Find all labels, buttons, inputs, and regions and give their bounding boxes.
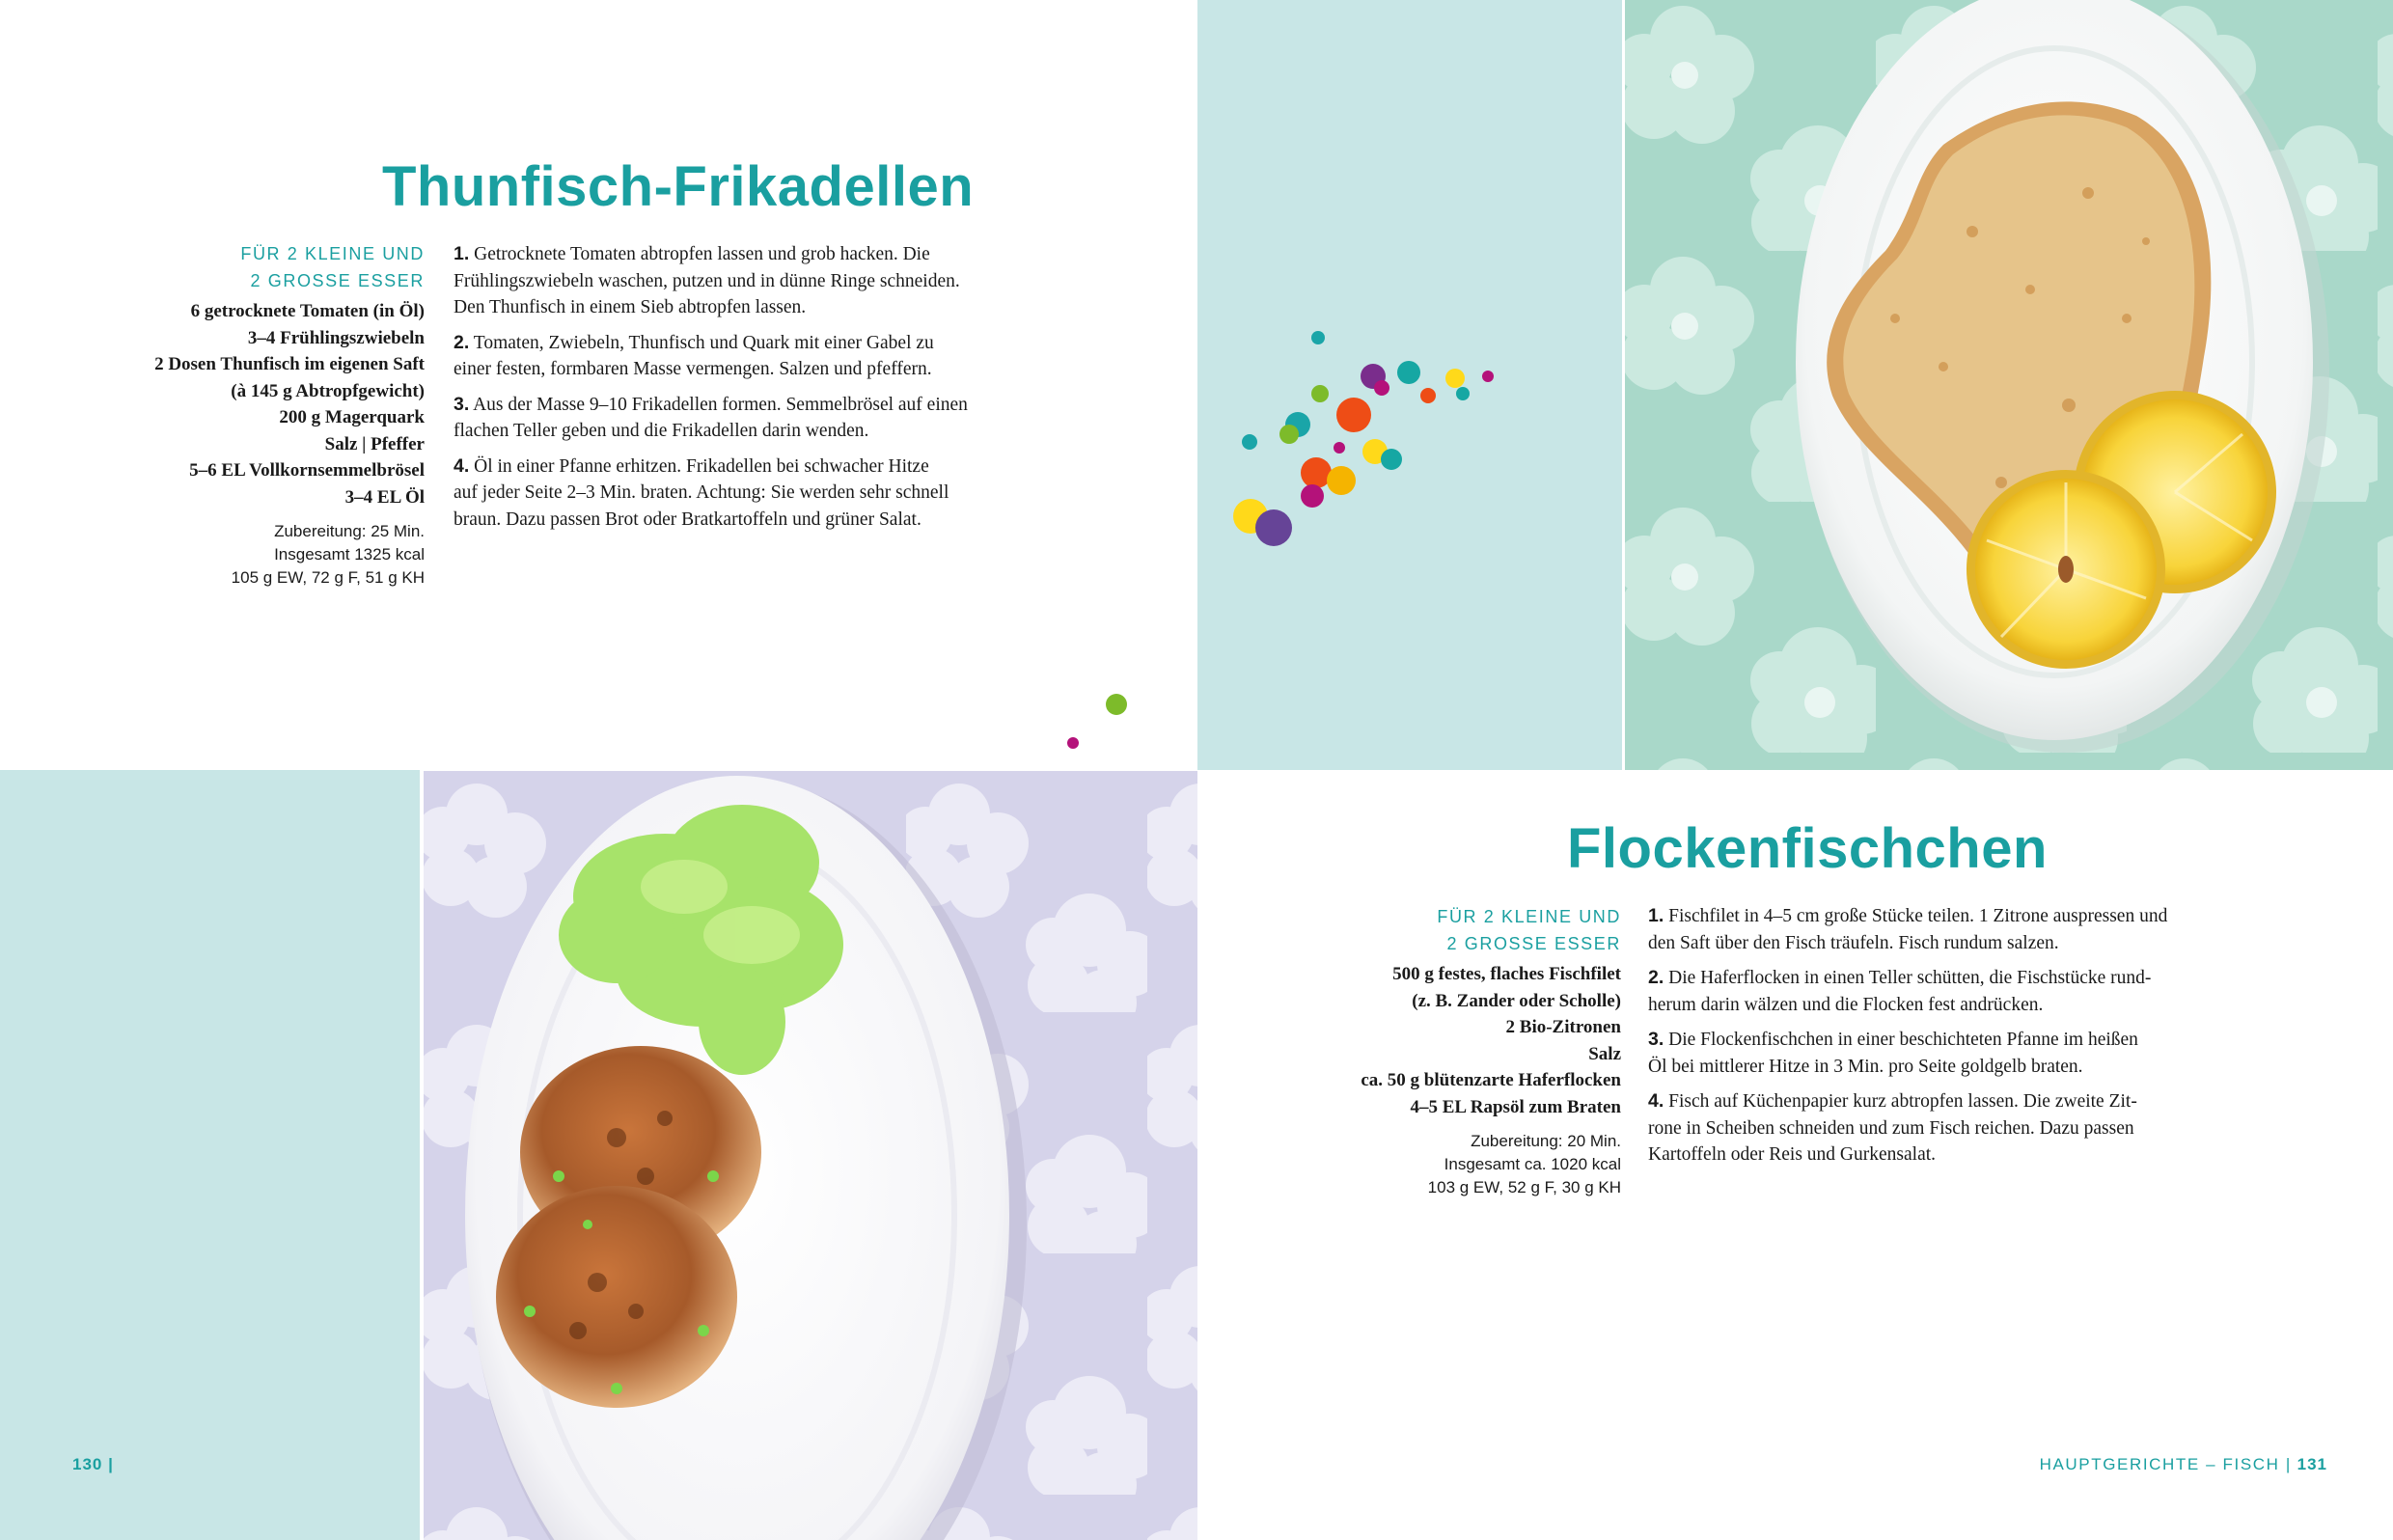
page-number-right: 131 [2297,1455,2327,1473]
ingredient: 3–4 EL Öl [344,486,425,508]
dot [1301,457,1332,488]
ingredient: (z. B. Zander oder Scholle) [1412,990,1621,1011]
nutrition-info: Zubereitung: 20 Min. Insgesamt ca. 1020 kcal 103 g EW, 52 g F, 30 g KH [1427,1132,1621,1196]
step: 3. Die Flockenfischchen in einer beschichteten Pfanne im heißen Öl bei mittlerer Hitze in 3 Min. pro Seite goldgelb braten. [1648,1029,2138,1077]
section-label: HAUPTGERICHTE – FISCH | [2039,1455,2292,1473]
ingredients-column [1293,904,1621,1199]
step: 1. Getrocknete Tomaten abtropfen lassen und grob hacken. Die Frühlingszwiebeln waschen, putzen und in dünne Ringe schneiden. Den Thunfisch in einem Sieb abtropfen lassen. [454,243,960,317]
dot [1336,398,1371,432]
ingredient: Salz | Pfeffer [324,433,425,454]
steps-column [1648,903,2208,1177]
step: 4. Öl in einer Pfanne erhitzen. Frikadellen bei schwacher Hitze auf jeder Seite 2–3 Min. braten. Achtung: Sie werden sehr schnell braun. Dazu passen Brot oder Bratkartoffeln und grüner Salat. [454,454,949,530]
ingredient: 5–6 EL Vollkornsemmelbrösel [189,460,425,481]
page-number-left: 130 | [72,1455,114,1473]
step: 2. Die Haferflocken in einen Teller schütten, die Fischstücke rund- herum darin wälzen und die Flocken fest andrücken. [1648,967,2152,1015]
ingredient: 6 getrocknete Tomaten (in Öl) [190,301,425,321]
recipe-title: Thunfisch-Frikadellen [382,155,975,218]
ingredient-list [1293,961,1621,1120]
ingredient: 2 Bio-Zitronen [1505,1017,1621,1037]
dot [1311,385,1329,402]
ingredient: Salz [1588,1043,1621,1064]
dot [1106,694,1127,715]
ingredient-list [116,298,425,510]
step: 4. Fisch auf Küchenpapier kurz abtropfen lassen. Die zweite Zit- rone in Scheiben schneiden und zum Fisch reichen. Dazu passen Kartoffeln oder Reis und Gurkensalat. [1648,1090,2137,1165]
dot [1242,434,1257,450]
ingredient: (à 145 g Abtropfgewicht) [231,380,425,401]
page-footer-right [2040,1455,2327,1474]
servings-label: FÜR 2 KLEINE UND 2 GROSSE ESSER [240,244,425,290]
ingredient: 2 Dosen Thunfisch im eigenen Saft [154,354,425,374]
step: 3. Aus der Masse 9–10 Frikadellen formen. Semmelbrösel auf einen flachen Teller geben und die Frikadellen darin wenden. [454,393,968,441]
servings-label: FÜR 2 KLEINE UND 2 GROSSE ESSER [1437,907,1621,953]
dot [1482,371,1494,382]
dot [1279,425,1299,444]
ingredient: 200 g Magerquark [279,407,425,427]
dot [1301,484,1324,508]
dot [1374,380,1389,396]
dot [1327,466,1356,495]
decorative-dots [1225,318,1505,550]
step: 2. Tomaten, Zwiebeln, Thunfisch und Quark mit einer Gabel zu einer festen, formbaren Masse vermengen. Salzen und pfeffern. [454,331,934,379]
dot [1381,449,1402,470]
nutrition-info: Zubereitung: 25 Min. Insgesamt 1325 kcal 105 g EW, 72 g F, 51 g KH [231,522,425,587]
ingredient: 3–4 Frühlingszwiebeln [247,327,425,348]
dot [1311,331,1325,344]
dot [1420,388,1436,403]
ingredient: 500 g festes, flaches Fischfilet [1392,964,1621,984]
dot [1397,361,1420,384]
recipe-title: Flockenfischchen [1567,817,2048,880]
decorative-dots-small [1057,690,1134,757]
dot [1334,442,1345,454]
steps-column [454,241,1004,541]
ingredients-column [116,241,425,590]
breaded-fish-photo [1625,0,2393,770]
step: 1. Fischfilet in 4–5 cm große Stücke teilen. 1 Zitrone auspressen und den Saft über den Fisch träufeln. Fisch rundum salzen. [1648,905,2168,953]
dot [1445,369,1465,388]
dot [1456,387,1470,400]
ingredient: ca. 50 g blütenzarte Haferflocken [1361,1070,1621,1090]
teal-panel-bottom-left [0,770,420,1540]
dot [1255,509,1292,546]
tuna-patties-photo [424,771,1197,1540]
ingredient: 4–5 EL Rapsöl zum Braten [1410,1096,1621,1117]
dot [1067,737,1079,749]
